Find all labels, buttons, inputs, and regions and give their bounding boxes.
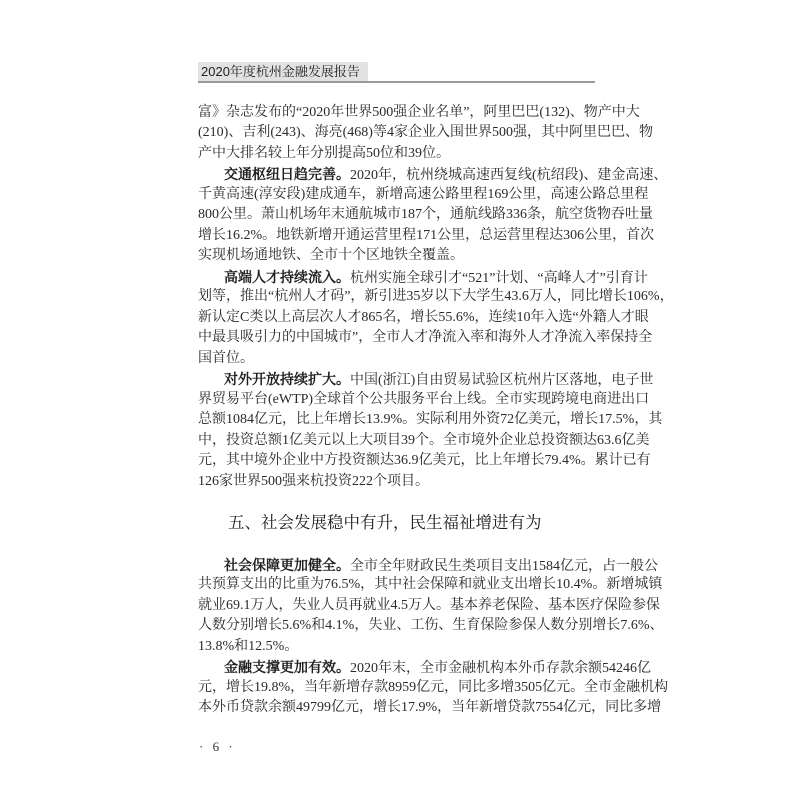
lead-phrase: 高端人才持续流入。 — [224, 268, 350, 285]
lead-phrase: 金融支撑更加有效。 — [224, 659, 350, 676]
lead-phrase: 交通枢纽日趋完善。 — [224, 166, 350, 183]
text-line: 划等，推出“杭州人才码”，新引进35岁以下大学生43.6万人，同比增长106%， — [198, 289, 674, 305]
text-line: 产中大排名较上年分别提高50位和39位。 — [198, 145, 450, 161]
text-line: 实现机场通地铁、全市十个区地铁全覆盖。 — [198, 248, 464, 264]
text-line: 增长16.2%。地铁新增开通运营里程171公里，总运营里程达306公里，首次 — [198, 227, 655, 243]
text-line: 800公里。萧山机场年末通航城市187个，通航线路336条，航空货物吞吐量 — [198, 207, 653, 223]
paragraph-talent-first-line — [198, 267, 648, 288]
page-number: · 6 · — [199, 739, 236, 754]
text-line: 中，投资总额1亿美元以上大项目39个。全市境外企业总投资额达63.6亿美 — [198, 432, 650, 448]
paragraph-transport-first-line — [198, 164, 668, 185]
lead-phrase: 对外开放持续扩大。 — [224, 371, 350, 388]
text-span: 2020年，杭州绕城高速西复线(杭绍段)、建金高速、 — [350, 168, 668, 184]
text-line: 126家世界500强来杭投资222个项目。 — [198, 473, 429, 489]
text-line: 总额1084亿元，比上年增长13.9%。实际利用外资72亿美元，增长17.5%，其 — [198, 412, 663, 428]
text-line: 元，其中境外企业中方投资额达36.9亿美元，比上年增长79.4%。累计已有 — [198, 453, 651, 469]
body-text-bottom — [198, 555, 669, 719]
section-heading: 五、社会发展稳中有升，民生福祉增进有为 — [228, 514, 542, 532]
text-line: 千黄高速(淳安段)建成通车，新增高速公路里程169公里，高速公路总里程 — [198, 186, 649, 202]
paragraph-finance-first-line — [198, 657, 651, 678]
paragraph-social-security-first-line — [198, 555, 658, 576]
text-line: 中最具吸引力的中国城市”，全市人才净流入率和海外人才净流入率保持全 — [198, 330, 653, 346]
lead-phrase: 社会保障更加健全。 — [224, 556, 350, 573]
text-line: 富》杂志发布的“2020年世界500强企业名单”，阿里巴巴(132)、物产中大 — [198, 104, 640, 120]
text-line: 国首位。 — [198, 350, 254, 366]
running-header: 2020年度杭州金融发展报告 — [198, 62, 368, 81]
text-line: (210)、吉利(243)、海亮(468)等4家企业入围世界500强，其中阿里巴巴、物 — [198, 125, 653, 141]
text-line: 13.8%和12.5%。 — [198, 638, 299, 654]
text-line: 就业69.1万人，失业人员再就业4.5万人。基本养老保险、基本医疗保险参保 — [198, 597, 660, 613]
text-line: 元，增长19.8%，当年新增存款8959亿元，同比多增3505亿元。全市金融机构 — [198, 679, 669, 695]
text-line: 人数分别增长5.6%和4.1%，失业、工伤、生育保险参保人数分别增长7.6%、 — [198, 618, 664, 634]
text-span: 中国(浙江)自由贸易试验区杭州片区落地，电子世 — [350, 373, 654, 389]
body-text-top — [198, 103, 674, 493]
text-line: 共预算支出的比重为76.5%，其中社会保障和就业支出增长10.4%。新增城镇 — [198, 577, 663, 593]
text-span: 杭州实施全球引才“521”计划、“高峰人才”引育计 — [350, 270, 648, 286]
text-span: 2020年末，全市金融机构本外币存款余额54246亿 — [350, 661, 651, 677]
text-line: 界贸易平台(eWTP)全球首个公共服务平台上线。全市实现跨境电商进出口 — [198, 391, 650, 407]
paragraph-opening-first-line — [198, 369, 654, 390]
text-line: 新认定C类以上高层次人才865名，增长55.6%，连续10年入选“外籍人才眼 — [198, 309, 649, 325]
text-span: 全市全年财政民生类项目支出1584亿元，占一般公 — [350, 558, 658, 574]
header-rule — [198, 81, 595, 83]
text-line: 本外币贷款余额49799亿元，增长17.9%，当年新增贷款7554亿元，同比多增 — [198, 700, 662, 716]
